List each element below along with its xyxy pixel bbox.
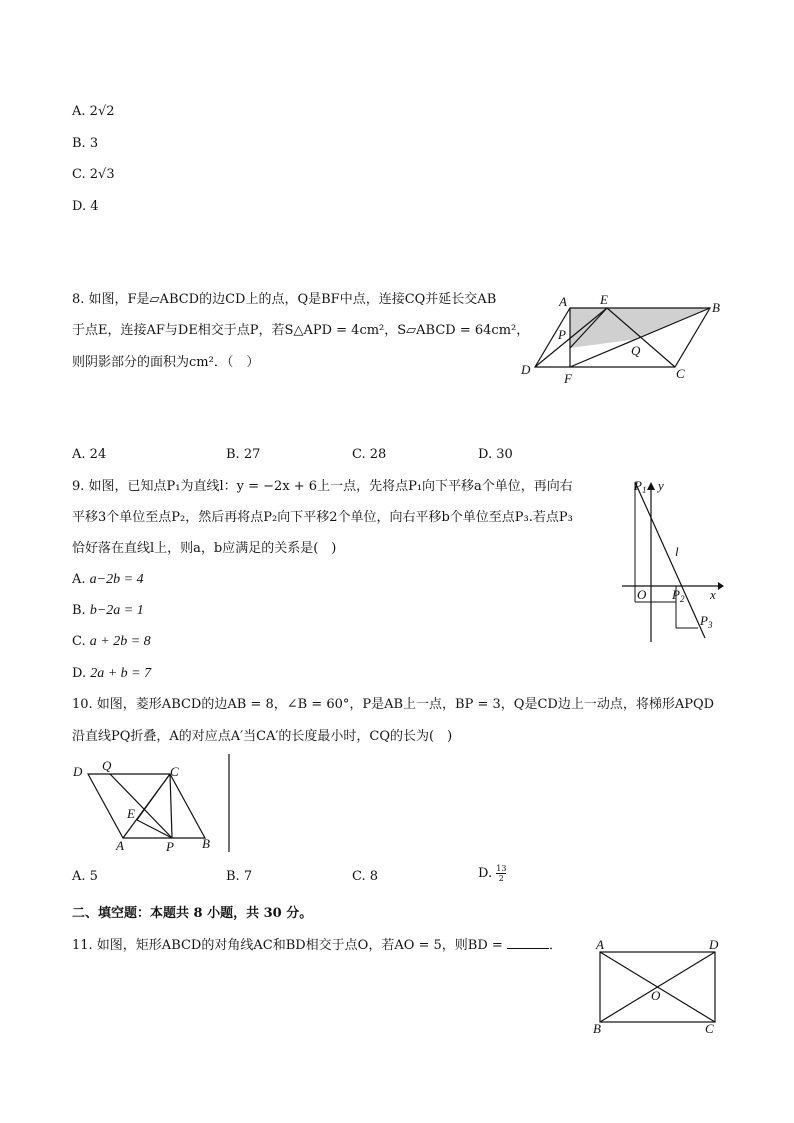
q8-label-a: A bbox=[559, 294, 567, 309]
q10-label-d: D bbox=[73, 764, 83, 779]
q9-stem-line1: 9. 如图，已知点P₁为直线l：y = −2x + 6上一点，先将点P₁向下平移a个单位，再向右 bbox=[72, 479, 573, 494]
q9-stem-line3: 恰好落在直线l上，则a，b应满足的关系是( ) bbox=[72, 541, 337, 556]
q9-label-o: O bbox=[637, 587, 647, 602]
q9-option-b[interactable]: B. b−2a = 1 bbox=[72, 603, 144, 618]
q7-option-b-text: 3 bbox=[89, 136, 99, 151]
q10-option-a[interactable]: A. 5 bbox=[72, 869, 98, 884]
q10-option-d[interactable]: D. $\frac{13}{2}$ bbox=[478, 864, 507, 883]
q10-stem-line1: 10. 如图，菱形ABCD的边AB = 8，∠B = 60°，P是AB上一点，BP = 3，Q是CD边上一动点，将梯形APQD bbox=[72, 697, 715, 712]
q10-label-e: E bbox=[127, 806, 135, 821]
q10-option-c[interactable]: C. 8 bbox=[352, 869, 379, 884]
q10-stem-line2: 沿直线PQ折叠，A的对应点A′当CA′的长度最小时，CQ的长为( ) bbox=[72, 729, 453, 744]
q8-option-d[interactable]: D. 30 bbox=[478, 447, 513, 462]
q8-option-c[interactable]: C. 28 bbox=[352, 447, 387, 462]
q10-label-q: Q bbox=[102, 758, 112, 773]
q11-label-d: D bbox=[709, 937, 719, 952]
q11-label-b: B bbox=[593, 1021, 601, 1036]
q8-label-p: P bbox=[558, 327, 566, 342]
q9-x-arrow bbox=[718, 582, 724, 590]
q11-rectangle-figure bbox=[590, 936, 725, 1036]
q11-label-c: C bbox=[705, 1021, 714, 1036]
q10-option-d-fraction: $\frac{13}{2}$ bbox=[496, 864, 507, 883]
q10-line-qc-inner bbox=[137, 774, 170, 820]
q8-label-d: D bbox=[521, 362, 531, 377]
q8-stem-line2: 于点E，连接AF与DE相交于点P，若S△APD = 4cm²，S▱ABCD = 64cm²， bbox=[72, 323, 530, 338]
q8-stem-line1: 8. 如图，F是▱ABCD的边CD上的点，Q是BF中点，连接CQ并延长交AB bbox=[72, 292, 497, 307]
q10-label-c: C bbox=[170, 764, 179, 779]
q10-label-a: A bbox=[116, 838, 124, 853]
q7-option-d-text: 4 bbox=[90, 199, 99, 214]
q8-label-c: C bbox=[676, 366, 685, 381]
q9-label-p1: $P_1$ bbox=[634, 478, 647, 495]
q10-label-p: P bbox=[166, 839, 174, 854]
q8-label-q: Q bbox=[631, 343, 641, 358]
q8-option-b[interactable]: B. 27 bbox=[226, 447, 261, 462]
q10-line-ep bbox=[137, 820, 172, 838]
q9-option-d[interactable]: D. 2a + b = 7 bbox=[72, 666, 152, 681]
q8-parallelogram-figure bbox=[515, 292, 730, 388]
q11-answer-blank[interactable] bbox=[507, 936, 549, 949]
q9-label-x: x bbox=[710, 587, 716, 602]
q10-label-b: B bbox=[202, 836, 210, 851]
q9-label-l: l bbox=[675, 544, 679, 559]
q9-stem-line2: 平移3个单位至点P₂，然后再将点P₂向下平移2个单位，向右平移b个单位至点P₃.若点P₃ bbox=[72, 510, 573, 525]
q8-stem-line3: 则阴影部分的面积为cm²．（ ） bbox=[72, 355, 260, 370]
section2-title: 二、填空题：本题共 8 小题，共 30 分。 bbox=[72, 906, 313, 921]
q7-option-a[interactable]: A. 2√2 bbox=[72, 104, 115, 119]
q7-option-d[interactable]: D. 4 bbox=[72, 199, 99, 214]
q11-stem: 11. 如图，矩形ABCD的对角线AC和BD相交于点O，若AO = 5，则BD = ． bbox=[72, 938, 562, 953]
q10-line-cp bbox=[170, 774, 172, 838]
q8-option-a[interactable]: A. 24 bbox=[72, 447, 107, 462]
q8-shaded-region bbox=[570, 308, 710, 348]
q10-rhombus-figure bbox=[70, 752, 240, 856]
q9-label-p3: $P_3$ bbox=[700, 613, 713, 630]
q7-option-c[interactable]: C. 2√3 bbox=[72, 167, 115, 182]
q9-label-p2: $P_2$ bbox=[672, 587, 685, 604]
q9-line-l bbox=[635, 482, 705, 638]
q8-label-e: E bbox=[600, 292, 608, 307]
q11-label-o: O bbox=[651, 988, 661, 1003]
q8-label-b: B bbox=[712, 300, 720, 315]
q9-label-y: y bbox=[658, 478, 664, 493]
q7-option-b[interactable]: B. 3 bbox=[72, 136, 99, 151]
q9-option-a[interactable]: A. a−2b = 4 bbox=[72, 572, 144, 587]
q9-y-arrow bbox=[647, 482, 655, 490]
q9-coordinate-figure bbox=[618, 478, 726, 644]
q7-option-a-text: 2√2 bbox=[89, 104, 115, 119]
q10-option-b[interactable]: B. 7 bbox=[226, 869, 253, 884]
q9-option-c[interactable]: C. a + 2b = 8 bbox=[72, 634, 151, 649]
q8-label-f: F bbox=[564, 371, 572, 386]
q7-option-c-text: 2√3 bbox=[89, 167, 115, 182]
q11-label-a: A bbox=[596, 937, 604, 952]
